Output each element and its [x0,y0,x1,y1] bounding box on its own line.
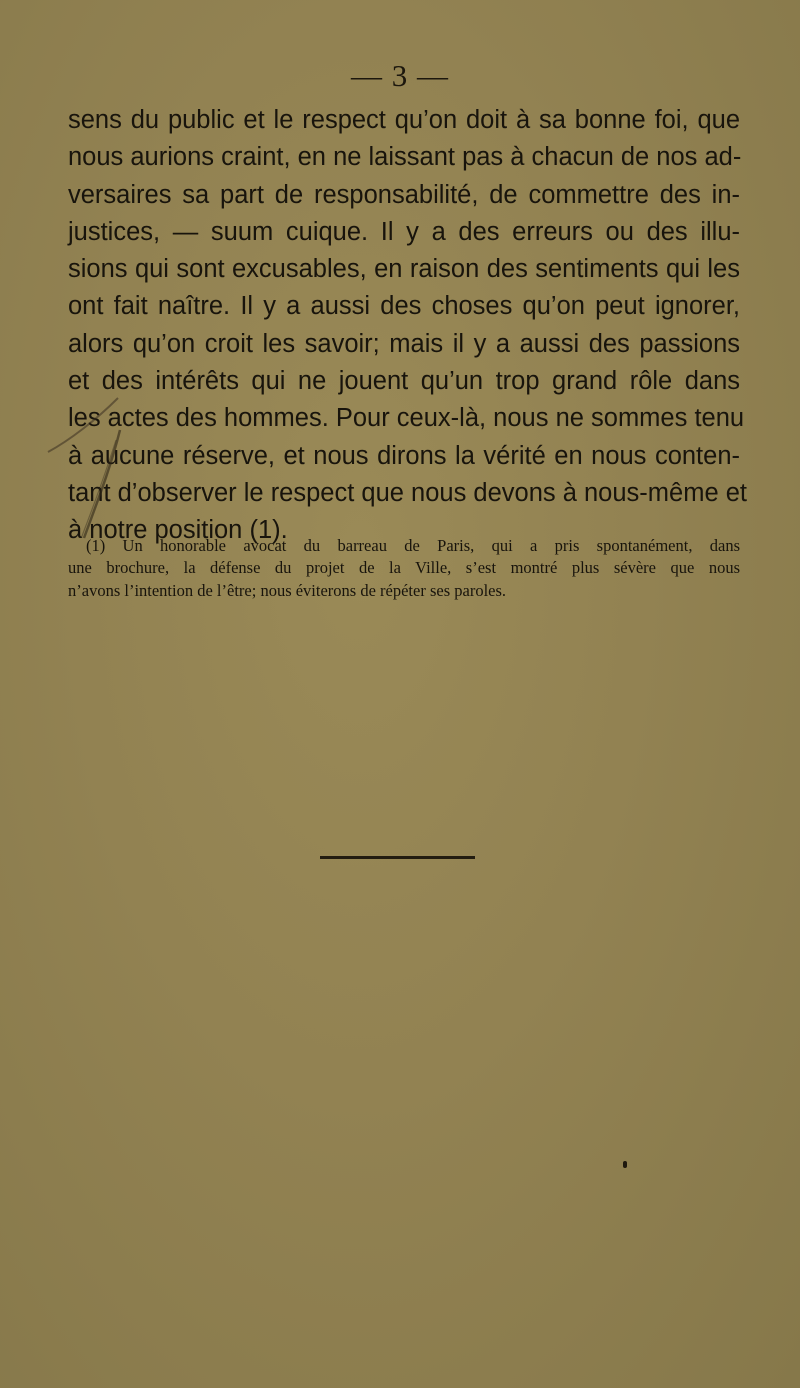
ink-speck [623,1161,627,1168]
text-line: à notre position (1). [68,516,288,545]
text-line: alors qu’on croit les savoir; mais il y a aussi des passions [68,329,740,358]
text-line: ont fait naître. Il y a aussi des choses qu’on peut ignorer, [68,292,740,321]
end-rule [320,856,475,859]
footnote-line: n’avons l’intention de l’être; nous éviterons de répéter ses paroles. [68,580,507,600]
footnote-line: une brochure, la défense du projet de la Ville, s’est montré plus sévère que nous [68,558,740,578]
text-line: les actes des hommes. Pour ceux-là, nous ne sommes tenu [68,404,745,433]
text-line: versaires sa part de responsabilité, de commettre des in- [68,180,740,209]
text-line: sens du public et le respect qu’on doit à sa bonne foi, que [68,106,740,134]
text-line: justices, — suum cuique. Il y a des erreurs ou des illu- [68,217,740,246]
text-line: tant d’observer le respect que nous devons à nous-même et [68,478,747,507]
footnote [68,535,740,602]
page-number: — 3 — [351,58,449,93]
text-line: sions qui sont excusables, en raison des sentiments qui les [68,255,740,284]
text-line: nous aurions craint, en ne laissant pas à chacun de nos ad- [68,143,742,172]
text-line: à aucune réserve, et nous dirons la vérité en nous conten- [68,441,740,470]
footnote-line: (1) Un honorable avocat du barreau de Paris, qui a pris spontanément, dans [86,536,740,555]
main-paragraph [68,102,747,550]
text-line: et des intérêts qui ne jouent qu’un trop grand rôle dans [68,367,740,396]
